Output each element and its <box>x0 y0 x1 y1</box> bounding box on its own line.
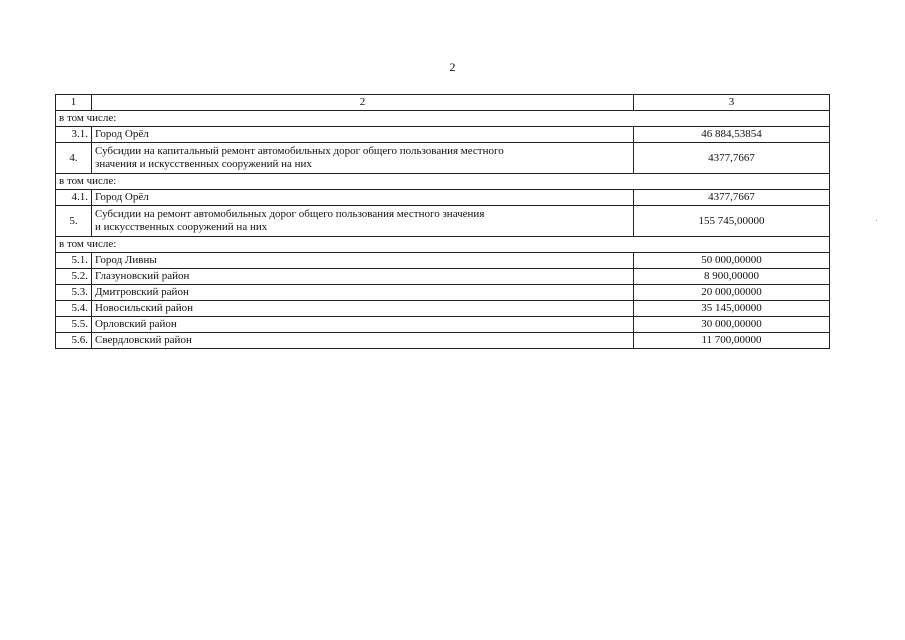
subheader-including: в том числе: <box>56 174 830 190</box>
row-name <box>92 143 634 174</box>
row-amount: 155 745,00000 <box>634 206 830 237</box>
table-row <box>56 206 830 237</box>
row-number: 5.5. <box>56 317 92 333</box>
table-row <box>56 143 830 174</box>
table-row <box>56 127 830 143</box>
row-name: Дмитровский район <box>92 285 634 301</box>
row-number: 5.6. <box>56 333 92 349</box>
row-number: 5.4. <box>56 301 92 317</box>
row-name-line-2: значения и искусственных сооружений на них <box>95 158 312 170</box>
row-amount: 30 000,00000 <box>634 317 830 333</box>
row-name <box>92 206 634 237</box>
row-number: 5. <box>56 206 92 237</box>
row-amount: 4377,7667 <box>634 190 830 206</box>
table-row <box>56 269 830 285</box>
table-row <box>56 285 830 301</box>
row-name: Город Орёл <box>92 190 634 206</box>
row-number: 5.1. <box>56 253 92 269</box>
row-number: 5.3. <box>56 285 92 301</box>
row-name-line-2: и искусственных сооружений на них <box>95 221 268 233</box>
row-amount: 46 884,53854 <box>634 127 830 143</box>
column-header-number: 1 <box>56 95 92 111</box>
row-amount: 11 700,00000 <box>634 333 830 349</box>
subsidy-table <box>55 94 830 349</box>
column-header-amount: 3 <box>634 95 830 111</box>
table-subheader-row <box>56 111 830 127</box>
row-number: 4.1. <box>56 190 92 206</box>
table-header-row <box>56 95 830 111</box>
row-name: Свердловский район <box>92 333 634 349</box>
row-name: Новосильский район <box>92 301 634 317</box>
row-name: Город Ливны <box>92 253 634 269</box>
table-subheader-row <box>56 237 830 253</box>
row-number: 3.1. <box>56 127 92 143</box>
subheader-including: в том числе: <box>56 237 830 253</box>
table-row <box>56 301 830 317</box>
scan-speck <box>876 220 877 221</box>
row-amount: 8 900,00000 <box>634 269 830 285</box>
subheader-including: в том числе: <box>56 111 830 127</box>
row-name-line-1: Субсидии на капитальный ремонт автомобильных дорог общего пользования местного <box>95 145 504 157</box>
table-row <box>56 317 830 333</box>
row-number: 5.2. <box>56 269 92 285</box>
table-row <box>56 190 830 206</box>
table-row <box>56 253 830 269</box>
row-name-line-1: Субсидии на ремонт автомобильных дорог общего пользования местного значения <box>95 208 485 220</box>
row-amount: 4377,7667 <box>634 143 830 174</box>
row-amount: 20 000,00000 <box>634 285 830 301</box>
row-amount: 50 000,00000 <box>634 253 830 269</box>
page-number: 2 <box>449 60 456 74</box>
column-header-name: 2 <box>92 95 634 111</box>
table-subheader-row <box>56 174 830 190</box>
row-number: 4. <box>56 143 92 174</box>
row-name: Орловский район <box>92 317 634 333</box>
row-name: Глазуновский район <box>92 269 634 285</box>
row-amount: 35 145,00000 <box>634 301 830 317</box>
row-name: Город Орёл <box>92 127 634 143</box>
table-row <box>56 333 830 349</box>
